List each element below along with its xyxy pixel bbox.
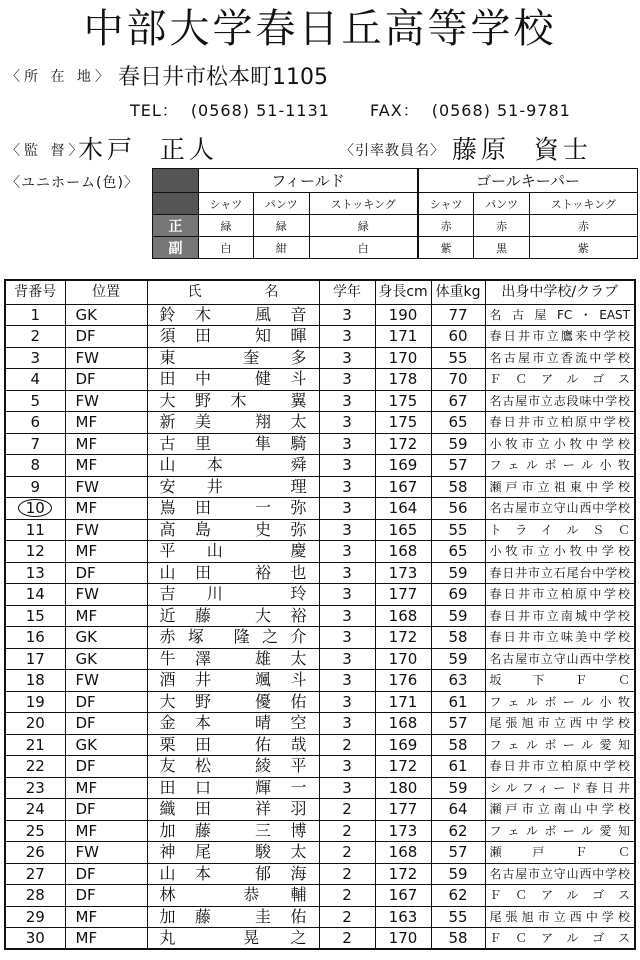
table-row <box>5 713 635 735</box>
player-name: 高島 史弥 <box>147 519 319 541</box>
player-weight: 59 <box>431 605 485 627</box>
uniform-color: 緑 <box>199 215 254 237</box>
player-position: DF <box>65 562 147 584</box>
table-row <box>5 476 635 498</box>
table-row <box>5 842 635 864</box>
tel-value: (0568) 51-1131 <box>190 101 330 120</box>
uniform-col-header: パンツ <box>254 193 309 215</box>
player-name: 酒井 颯斗 <box>147 670 319 692</box>
player-weight: 62 <box>431 885 485 907</box>
uniform-color: 赤 <box>474 215 529 237</box>
table-row <box>5 433 635 455</box>
player-position: GK <box>65 304 147 326</box>
player-height: 171 <box>375 326 431 348</box>
player-grade: 2 <box>319 799 375 821</box>
uniform-row-label: 副 <box>153 237 199 259</box>
player-grade: 3 <box>319 627 375 649</box>
player-weight: 59 <box>431 863 485 885</box>
player-grade: 3 <box>319 777 375 799</box>
player-club: ＦＣアルゴス <box>485 369 635 391</box>
table-row <box>5 584 635 606</box>
player-name: 金本 晴空 <box>147 713 319 735</box>
player-club: 小牧市立小牧中学校 <box>485 433 635 455</box>
table-row <box>5 799 635 821</box>
player-name: 須田 知暉 <box>147 326 319 348</box>
player-club: フェルボール小牧 <box>485 455 635 477</box>
player-club: 尾張旭市立西中学校 <box>485 713 635 735</box>
player-height: 170 <box>375 347 431 369</box>
player-height: 168 <box>375 842 431 864</box>
player-position: DF <box>65 799 147 821</box>
table-row <box>5 455 635 477</box>
player-grade: 3 <box>319 562 375 584</box>
player-grade: 3 <box>319 648 375 670</box>
table-row <box>5 369 635 391</box>
player-club: フェルボール小牧 <box>485 691 635 713</box>
player-club: 名古屋FC･EAST <box>485 304 635 326</box>
player-height: 165 <box>375 519 431 541</box>
player-number: 2 <box>5 326 65 348</box>
player-weight: 59 <box>431 648 485 670</box>
player-name: 山本 郁海 <box>147 863 319 885</box>
player-position: MF <box>65 928 147 950</box>
player-number: 3 <box>5 347 65 369</box>
leader-label: 〈引率教員名〉 <box>340 143 445 159</box>
player-grade: 3 <box>319 584 375 606</box>
table-row <box>5 906 635 928</box>
table-row <box>5 304 635 326</box>
player-grade: 2 <box>319 906 375 928</box>
player-weight: 55 <box>431 519 485 541</box>
player-number: 17 <box>5 648 65 670</box>
address-label: 〈所 在 地〉 <box>6 69 113 85</box>
table-row <box>5 734 635 756</box>
player-weight: 55 <box>431 347 485 369</box>
header-weight: 体重kg <box>431 280 485 304</box>
player-position: MF <box>65 605 147 627</box>
player-club: ＦＣアルゴス <box>485 885 635 907</box>
player-position: FW <box>65 519 147 541</box>
player-position: DF <box>65 713 147 735</box>
player-grade: 3 <box>319 304 375 326</box>
player-weight: 59 <box>431 433 485 455</box>
player-number: 20 <box>5 713 65 735</box>
table-row <box>5 885 635 907</box>
player-position: MF <box>65 777 147 799</box>
player-grade: 3 <box>319 455 375 477</box>
player-weight: 69 <box>431 584 485 606</box>
player-club: 瀬戸市立南山中学校 <box>485 799 635 821</box>
roster-header-row <box>5 280 635 304</box>
player-club: フェルボール愛知 <box>485 734 635 756</box>
leader-name: 藤原 資士 <box>452 135 592 164</box>
player-position: FW <box>65 670 147 692</box>
uniform-col-header: シャツ <box>418 193 474 215</box>
table-row <box>5 541 635 563</box>
player-position: MF <box>65 455 147 477</box>
address-value: 春日井市松本町1105 <box>118 65 328 90</box>
player-height: 178 <box>375 369 431 391</box>
table-row <box>5 648 635 670</box>
player-number: 24 <box>5 799 65 821</box>
player-club: 名古屋市立香流中学校 <box>485 347 635 369</box>
player-weight: 58 <box>431 627 485 649</box>
player-club: 瀬戸市立祖東中学校 <box>485 476 635 498</box>
player-club: 名古屋市立志段味中学校 <box>485 390 635 412</box>
player-number: 18 <box>5 670 65 692</box>
coach-name: 木戸 正人 <box>78 135 218 164</box>
player-number: 26 <box>5 842 65 864</box>
player-grade: 2 <box>319 863 375 885</box>
player-height: 175 <box>375 390 431 412</box>
uniform-color: 紫 <box>418 237 474 259</box>
player-position: FW <box>65 584 147 606</box>
player-name: 新美 翔太 <box>147 412 319 434</box>
player-position: MF <box>65 906 147 928</box>
header-name: 氏 名 <box>147 280 319 304</box>
player-height: 167 <box>375 476 431 498</box>
table-row <box>5 519 635 541</box>
player-weight: 55 <box>431 906 485 928</box>
player-weight: 57 <box>431 842 485 864</box>
table-row <box>5 347 635 369</box>
player-club: 名古屋市立守山西中学校 <box>485 498 635 520</box>
player-name: 田口 輝一 <box>147 777 319 799</box>
table-row <box>5 326 635 348</box>
player-position: FW <box>65 842 147 864</box>
player-club: 春日井市立柏原中学校 <box>485 412 635 434</box>
uniform-color: 白 <box>309 237 418 259</box>
player-position: MF <box>65 412 147 434</box>
player-height: 190 <box>375 304 431 326</box>
player-number: 13 <box>5 562 65 584</box>
player-name: 林 恭輔 <box>147 885 319 907</box>
player-club: 春日井市立柏原中学校 <box>485 756 635 778</box>
player-grade: 3 <box>319 390 375 412</box>
player-grade: 3 <box>319 541 375 563</box>
player-position: GK <box>65 627 147 649</box>
player-position: DF <box>65 756 147 778</box>
player-number: 8 <box>5 455 65 477</box>
player-number: 6 <box>5 412 65 434</box>
player-number: 11 <box>5 519 65 541</box>
player-number: 22 <box>5 756 65 778</box>
player-name: 加藤 三博 <box>147 820 319 842</box>
player-name: 吉川 玲 <box>147 584 319 606</box>
player-height: 169 <box>375 455 431 477</box>
player-club: フェルボール愛知 <box>485 820 635 842</box>
player-weight: 65 <box>431 541 485 563</box>
player-grade: 3 <box>319 347 375 369</box>
uniform-color: 緑 <box>309 215 418 237</box>
uniform-col-header: シャツ <box>199 193 254 215</box>
uniform-group-gk: ゴールキーパー <box>418 169 638 193</box>
player-grade: 2 <box>319 842 375 864</box>
table-row <box>5 412 635 434</box>
player-number: 27 <box>5 863 65 885</box>
table-row <box>5 691 635 713</box>
player-grade: 3 <box>319 519 375 541</box>
player-weight: 57 <box>431 455 485 477</box>
player-position: FW <box>65 347 147 369</box>
player-weight: 58 <box>431 734 485 756</box>
table-row <box>5 627 635 649</box>
player-name: 嶌田 一弥 <box>147 498 319 520</box>
player-position: DF <box>65 691 147 713</box>
player-grade: 2 <box>319 928 375 950</box>
player-club: 尾張旭市立西中学校 <box>485 906 635 928</box>
player-height: 173 <box>375 562 431 584</box>
player-club: 小牧市立小牧中学校 <box>485 541 635 563</box>
player-club: トライルＳＣ <box>485 519 635 541</box>
player-name: 牛澤 雄太 <box>147 648 319 670</box>
player-height: 177 <box>375 584 431 606</box>
player-height: 173 <box>375 820 431 842</box>
player-name: 栗田 佑哉 <box>147 734 319 756</box>
table-row <box>5 498 635 520</box>
player-height: 172 <box>375 756 431 778</box>
player-number: 29 <box>5 906 65 928</box>
table-row <box>5 820 635 842</box>
player-weight: 59 <box>431 777 485 799</box>
player-height: 169 <box>375 734 431 756</box>
player-number: 4 <box>5 369 65 391</box>
uniform-corner <box>153 169 199 193</box>
player-height: 172 <box>375 863 431 885</box>
player-name: 織田 祥羽 <box>147 799 319 821</box>
player-name: 友松 綾平 <box>147 756 319 778</box>
player-grade: 3 <box>319 605 375 627</box>
roster-body <box>5 304 635 949</box>
player-height: 167 <box>375 885 431 907</box>
player-club: シルフィード春日井 <box>485 777 635 799</box>
player-grade: 3 <box>319 476 375 498</box>
player-name: 平山 慶 <box>147 541 319 563</box>
player-position: FW <box>65 476 147 498</box>
player-weight: 60 <box>431 326 485 348</box>
table-row <box>5 605 635 627</box>
player-grade: 3 <box>319 670 375 692</box>
player-grade: 3 <box>319 691 375 713</box>
player-position: MF <box>65 498 147 520</box>
player-club: 春日井市立鷹来中学校 <box>485 326 635 348</box>
player-weight: 62 <box>431 820 485 842</box>
uniform-row-label: 正 <box>153 215 199 237</box>
captain-number: 10 <box>18 499 52 517</box>
player-number: 5 <box>5 390 65 412</box>
player-number: 21 <box>5 734 65 756</box>
player-height: 172 <box>375 433 431 455</box>
player-weight: 57 <box>431 713 485 735</box>
player-weight: 64 <box>431 799 485 821</box>
header-number: 背番号 <box>5 280 65 304</box>
player-grade: 2 <box>319 734 375 756</box>
table-row <box>5 863 635 885</box>
player-height: 168 <box>375 713 431 735</box>
player-name: 丸 晃之 <box>147 928 319 950</box>
header-position: 位置 <box>65 280 147 304</box>
uniform-col-header: ストッキング <box>529 193 637 215</box>
header-height: 身長cm <box>375 280 431 304</box>
player-grade: 2 <box>319 885 375 907</box>
player-number: 12 <box>5 541 65 563</box>
header-grade: 学年 <box>319 280 375 304</box>
uniform-group-field: フィールド <box>199 169 418 193</box>
player-height: 176 <box>375 670 431 692</box>
player-grade: 3 <box>319 756 375 778</box>
player-club: ＦＣアルゴス <box>485 928 635 950</box>
player-club: 名古屋市立守山西中学校 <box>485 863 635 885</box>
table-row <box>5 562 635 584</box>
player-grade: 3 <box>319 412 375 434</box>
player-height: 177 <box>375 799 431 821</box>
header-club: 出身中学校/クラブ <box>485 280 635 304</box>
player-height: 163 <box>375 906 431 928</box>
player-number: 16 <box>5 627 65 649</box>
player-height: 170 <box>375 928 431 950</box>
player-name: 大野 優佑 <box>147 691 319 713</box>
player-name: 鈴木 風音 <box>147 304 319 326</box>
player-height: 168 <box>375 605 431 627</box>
player-name: 山本 舜 <box>147 455 319 477</box>
player-grade: 3 <box>319 498 375 520</box>
tel-label: TEL： <box>130 101 179 120</box>
table-row <box>5 756 635 778</box>
player-number: 15 <box>5 605 65 627</box>
player-name: 神尾 駿太 <box>147 842 319 864</box>
player-number: 7 <box>5 433 65 455</box>
player-number: 14 <box>5 584 65 606</box>
player-name: 東 奎多 <box>147 347 319 369</box>
player-number: 1 <box>5 304 65 326</box>
player-name: 加藤 圭佑 <box>147 906 319 928</box>
player-name: 大野木 翼 <box>147 390 319 412</box>
player-name: 安井 理 <box>147 476 319 498</box>
table-row <box>5 390 635 412</box>
player-name: 赤塚 隆之介 <box>147 627 319 649</box>
player-position: FW <box>65 390 147 412</box>
player-grade: 3 <box>319 713 375 735</box>
player-number <box>5 498 65 520</box>
player-club: 名古屋市立守山西中学校 <box>485 648 635 670</box>
uniform-color: 白 <box>199 237 254 259</box>
player-grade: 3 <box>319 369 375 391</box>
player-height: 171 <box>375 691 431 713</box>
player-club: 春日井市立柏原中学校 <box>485 584 635 606</box>
player-weight: 58 <box>431 476 485 498</box>
player-number: 19 <box>5 691 65 713</box>
player-height: 175 <box>375 412 431 434</box>
player-position: MF <box>65 541 147 563</box>
player-weight: 70 <box>431 369 485 391</box>
uniform-col-header: ストッキング <box>309 193 418 215</box>
uniform-col-header: パンツ <box>474 193 529 215</box>
player-club: 春日井市立味美中学校 <box>485 627 635 649</box>
player-number: 23 <box>5 777 65 799</box>
player-number: 25 <box>5 820 65 842</box>
player-position: DF <box>65 863 147 885</box>
uniform-color: 黒 <box>474 237 529 259</box>
player-position: MF <box>65 820 147 842</box>
player-weight: 56 <box>431 498 485 520</box>
player-height: 180 <box>375 777 431 799</box>
player-position: DF <box>65 369 147 391</box>
roster-table <box>4 279 636 950</box>
coach-label: 〈監 督〉 <box>6 143 87 159</box>
player-number: 30 <box>5 928 65 950</box>
player-weight: 59 <box>431 562 485 584</box>
player-club: 春日井市立南城中学校 <box>485 605 635 627</box>
player-height: 164 <box>375 498 431 520</box>
table-row <box>5 777 635 799</box>
uniform-color: 緑 <box>254 215 309 237</box>
player-grade: 3 <box>319 433 375 455</box>
player-club: 坂下ＦＣ <box>485 670 635 692</box>
player-name: 田中 健斗 <box>147 369 319 391</box>
uniform-table <box>152 168 638 259</box>
player-height: 168 <box>375 541 431 563</box>
uniform-corner <box>153 193 199 215</box>
player-position: GK <box>65 734 147 756</box>
player-position: GK <box>65 648 147 670</box>
player-weight: 67 <box>431 390 485 412</box>
uniform-color: 赤 <box>418 215 474 237</box>
player-height: 170 <box>375 648 431 670</box>
table-row <box>5 670 635 692</box>
player-club: 春日井市立石尾台中学校 <box>485 562 635 584</box>
player-grade: 2 <box>319 820 375 842</box>
player-name: 山田 裕也 <box>147 562 319 584</box>
player-position: DF <box>65 326 147 348</box>
school-name: 中部大学春日丘高等学校 <box>83 6 557 52</box>
player-weight: 77 <box>431 304 485 326</box>
player-position: DF <box>65 885 147 907</box>
table-row <box>5 928 635 950</box>
player-weight: 63 <box>431 670 485 692</box>
contact-line <box>130 98 583 121</box>
uniform-color: 赤 <box>529 215 637 237</box>
player-name: 近藤 大裕 <box>147 605 319 627</box>
player-name: 古里 隼騎 <box>147 433 319 455</box>
uniform-color: 紺 <box>254 237 309 259</box>
fax-label: FAX： <box>370 101 420 120</box>
fax-value: (0568) 51-9781 <box>431 101 571 120</box>
player-weight: 61 <box>431 691 485 713</box>
player-club: 瀬戸ＦＣ <box>485 842 635 864</box>
uniform-color: 紫 <box>529 237 637 259</box>
player-weight: 65 <box>431 412 485 434</box>
player-weight: 58 <box>431 928 485 950</box>
player-grade: 3 <box>319 326 375 348</box>
player-weight: 61 <box>431 756 485 778</box>
uniform-label: 〈ユニホーム(色)〉 <box>6 175 139 191</box>
player-height: 172 <box>375 627 431 649</box>
player-position: MF <box>65 433 147 455</box>
player-number: 9 <box>5 476 65 498</box>
player-number: 28 <box>5 885 65 907</box>
